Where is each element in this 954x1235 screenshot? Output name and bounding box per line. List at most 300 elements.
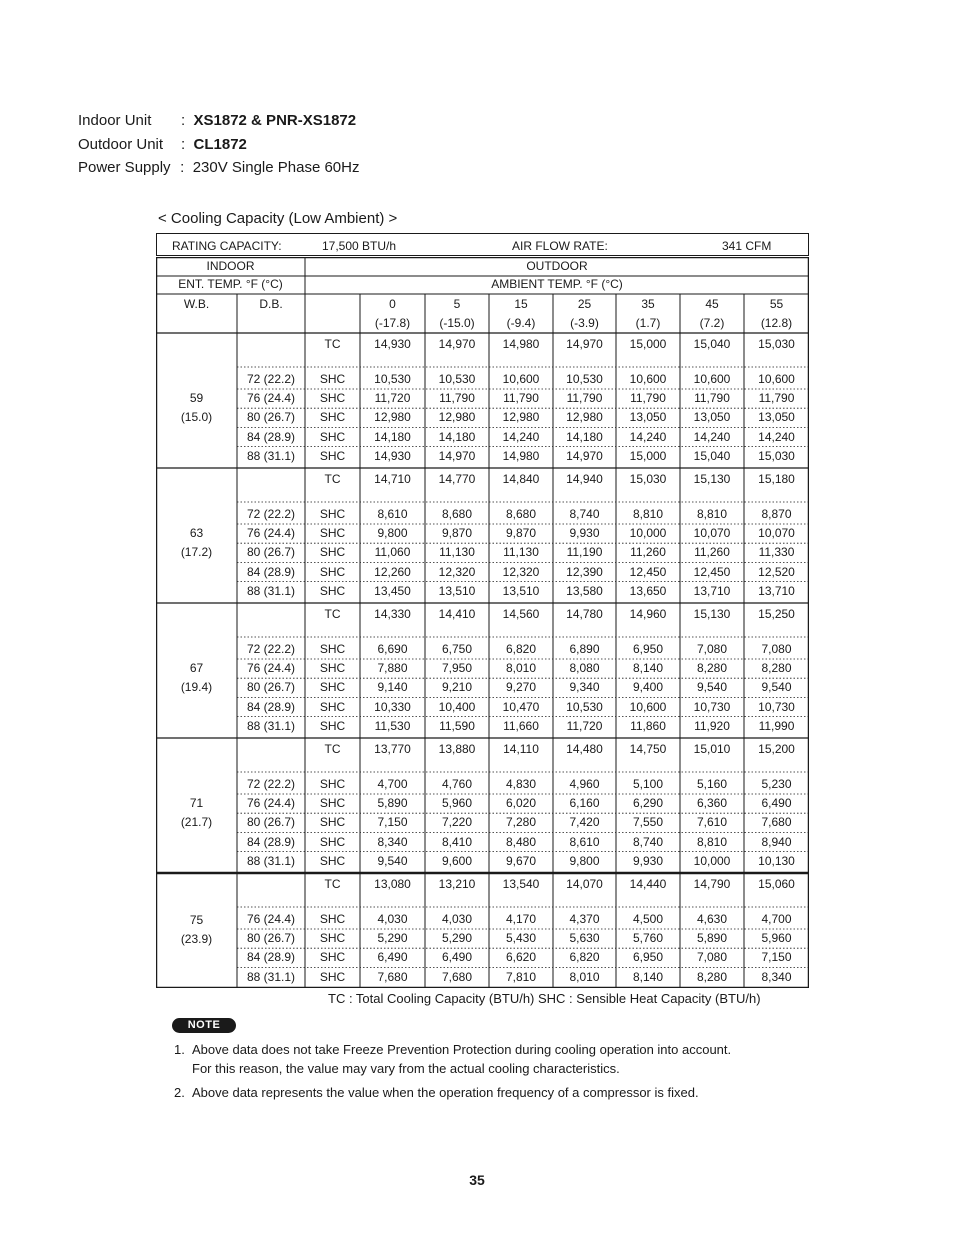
tc-value: 14,930 — [374, 337, 411, 351]
shc-value: 13,510 — [438, 583, 476, 598]
db-temp: 80 (26.7) — [246, 410, 296, 425]
shc-value: 6,020 — [505, 796, 537, 811]
tc-value: 14,330 — [374, 607, 411, 621]
shc-value: 4,700 — [761, 912, 792, 926]
db-temp: 76 (24.4) — [246, 526, 296, 541]
tc-value: 13,210 — [438, 877, 476, 891]
shc-value: 8,940 — [761, 834, 792, 849]
db-temp: 84 (28.9) — [246, 834, 296, 849]
shc-value: 10,530 — [566, 372, 603, 386]
shc-value: 10,470 — [502, 699, 540, 714]
shc-value: 5,230 — [761, 777, 792, 791]
shc-value: 10,400 — [438, 699, 476, 714]
wb-temp-c: (23.9) — [180, 932, 213, 946]
shc-value: 8,280 — [696, 661, 728, 676]
indoor-unit-label: Indoor Unit — [78, 112, 152, 129]
shc-value: 10,000 — [629, 526, 667, 541]
wb-temp-f: 75 — [189, 913, 204, 927]
tc-value: 14,750 — [629, 742, 667, 756]
ambient-temp-c: (-9.4) — [506, 316, 536, 330]
shc-label: SHC — [319, 661, 346, 676]
shc-value: 5,160 — [696, 777, 728, 791]
shc-value: 8,480 — [505, 834, 537, 849]
shc-value: 9,930 — [632, 853, 664, 868]
shc-value: 7,080 — [696, 950, 728, 965]
shc-value: 7,280 — [505, 815, 537, 830]
tc-value: 15,010 — [693, 742, 731, 756]
db-temp: 72 (22.2) — [246, 777, 296, 791]
shc-value: 12,520 — [758, 564, 795, 579]
shc-value: 8,870 — [761, 507, 792, 521]
wb-temp-f: 63 — [189, 526, 204, 540]
shc-value: 8,680 — [505, 507, 537, 521]
db-temp: 76 (24.4) — [246, 391, 296, 406]
shc-value: 10,600 — [502, 372, 540, 386]
shc-label: SHC — [319, 410, 346, 425]
shc-label: SHC — [319, 777, 346, 791]
shc-value: 8,010 — [569, 969, 600, 984]
note-1-number: 1. — [174, 1042, 185, 1057]
wb-temp-c: (19.4) — [180, 680, 213, 694]
tc-value: 15,250 — [758, 607, 795, 621]
airflow-label: AIR FLOW RATE: — [512, 239, 608, 253]
ambient-temp-c: (-17.8) — [374, 316, 411, 330]
shc-value: 6,690 — [377, 642, 408, 656]
shc-value: 10,600 — [629, 372, 667, 386]
shc-value: 8,410 — [441, 834, 473, 849]
rating-label: RATING CAPACITY: — [172, 239, 282, 253]
shc-value: 11,790 — [758, 391, 795, 406]
shc-value: 13,450 — [374, 583, 411, 598]
shc-value: 6,620 — [505, 950, 537, 965]
tc-value: 14,070 — [566, 877, 603, 891]
shc-value: 10,070 — [693, 526, 731, 541]
tc-value: 15,040 — [693, 337, 731, 351]
shc-value: 9,340 — [569, 680, 600, 695]
ambient-temp-c: (-15.0) — [439, 316, 475, 330]
shc-value: 11,790 — [630, 391, 666, 406]
shc-value: 4,760 — [441, 777, 473, 791]
tc-value: 15,060 — [758, 877, 795, 891]
shc-value: 14,930 — [374, 448, 411, 463]
section-title: < Cooling Capacity (Low Ambient) > — [158, 210, 398, 227]
ambient-temp-c: (-3.9) — [570, 316, 599, 330]
shc-value: 12,260 — [374, 564, 411, 579]
shc-value: 11,130 — [503, 545, 539, 560]
shc-value: 9,670 — [505, 853, 537, 868]
shc-value: 14,240 — [758, 429, 795, 444]
shc-value: 11,790 — [503, 391, 539, 406]
shc-value: 7,080 — [696, 642, 728, 656]
shc-value: 10,730 — [758, 699, 795, 714]
db-temp: 88 (31.1) — [246, 448, 296, 463]
ambient-temp-f: 0 — [389, 297, 396, 311]
tc-value: 15,000 — [629, 337, 667, 351]
shc-value: 7,420 — [569, 815, 600, 830]
shc-value: 9,540 — [377, 853, 408, 868]
shc-value: 5,290 — [377, 931, 408, 946]
shc-value: 5,890 — [696, 931, 728, 946]
shc-value: 12,320 — [438, 564, 476, 579]
tc-value: 14,560 — [502, 607, 540, 621]
shc-value: 4,030 — [377, 912, 408, 926]
tc-value: 13,770 — [374, 742, 411, 756]
shc-label: SHC — [319, 931, 346, 946]
shc-value: 8,340 — [761, 969, 792, 984]
wb-temp-c: (17.2) — [180, 545, 213, 559]
db-temp: 84 (28.9) — [246, 950, 296, 965]
shc-value: 13,510 — [502, 583, 540, 598]
shc-value: 6,820 — [569, 950, 600, 965]
shc-value: 7,150 — [377, 815, 408, 830]
db-temp: 88 (31.1) — [246, 969, 296, 984]
shc-value: 4,030 — [441, 912, 473, 926]
tc-value: 15,130 — [693, 607, 731, 621]
shc-value: 9,540 — [696, 680, 728, 695]
shc-label: SHC — [319, 699, 346, 714]
ambient-temp-c: (7.2) — [699, 316, 725, 330]
shc-value: 11,720 — [566, 718, 603, 733]
shc-value: 5,430 — [505, 931, 537, 946]
tc-value: 14,110 — [503, 742, 539, 756]
tc-label: TC — [324, 877, 341, 891]
tc-value: 14,480 — [566, 742, 603, 756]
ent-temp-header: ENT. TEMP. °F (°C) — [178, 277, 283, 291]
shc-value: 14,980 — [502, 448, 540, 463]
shc-value: 13,050 — [758, 410, 795, 425]
shc-value: 10,070 — [758, 526, 795, 541]
tc-value: 14,440 — [629, 877, 667, 891]
shc-value: 9,930 — [569, 526, 600, 541]
shc-value: 11,130 — [439, 545, 475, 560]
shc-value: 8,740 — [632, 834, 664, 849]
note-badge: NOTE — [172, 1018, 236, 1033]
shc-value: 9,270 — [505, 680, 537, 695]
db-temp: 72 (22.2) — [246, 507, 296, 521]
separator: : — [181, 112, 186, 129]
shc-value: 4,960 — [569, 777, 600, 791]
shc-value: 12,390 — [566, 564, 603, 579]
shc-value: 7,550 — [632, 815, 664, 830]
tc-value: 14,710 — [374, 472, 411, 486]
shc-value: 8,080 — [569, 661, 600, 676]
shc-value: 8,740 — [569, 507, 600, 521]
shc-label: SHC — [319, 507, 346, 521]
ambient-temp-c: (12.8) — [760, 316, 793, 330]
shc-value: 14,970 — [438, 448, 476, 463]
shc-label: SHC — [319, 391, 346, 406]
shc-label: SHC — [319, 969, 346, 984]
shc-label: SHC — [319, 429, 346, 444]
tc-value: 15,030 — [758, 337, 795, 351]
capacity-table — [156, 257, 809, 988]
wb-temp-f: 67 — [189, 661, 204, 675]
shc-value: 9,800 — [377, 526, 408, 541]
shc-value: 14,240 — [693, 429, 731, 444]
shc-value: 13,050 — [693, 410, 731, 425]
note-2 — [174, 1083, 699, 1102]
db-temp: 76 (24.4) — [246, 661, 296, 676]
shc-value: 9,210 — [441, 680, 473, 695]
shc-value: 4,370 — [569, 912, 600, 926]
tc-label: TC — [324, 607, 341, 621]
db-header: D.B. — [259, 297, 283, 311]
shc-value: 8,280 — [761, 661, 792, 676]
shc-value: 6,360 — [696, 796, 728, 811]
shc-value: 8,680 — [441, 507, 473, 521]
shc-label: SHC — [319, 718, 346, 733]
db-temp: 80 (26.7) — [246, 680, 296, 695]
shc-value: 10,730 — [693, 699, 731, 714]
shc-value: 7,680 — [377, 969, 408, 984]
shc-value: 11,590 — [439, 718, 475, 733]
shc-value: 11,920 — [694, 718, 730, 733]
shc-value: 6,160 — [569, 796, 600, 811]
shc-value: 8,340 — [377, 834, 408, 849]
shc-value: 9,870 — [505, 526, 537, 541]
shc-value: 10,530 — [374, 372, 411, 386]
shc-value: 5,760 — [632, 931, 664, 946]
tc-value: 13,880 — [438, 742, 476, 756]
shc-value: 6,490 — [441, 950, 473, 965]
shc-value: 9,400 — [632, 680, 664, 695]
shc-value: 11,990 — [758, 718, 795, 733]
separator: : — [180, 159, 185, 176]
shc-value: 12,980 — [502, 410, 540, 425]
db-temp: 76 (24.4) — [246, 796, 296, 811]
shc-value: 9,870 — [441, 526, 473, 541]
shc-value: 7,220 — [441, 815, 473, 830]
shc-value: 8,280 — [696, 969, 728, 984]
tc-value: 15,030 — [629, 472, 667, 486]
shc-value: 6,890 — [569, 642, 600, 656]
shc-value: 10,130 — [758, 853, 795, 868]
tc-value: 13,540 — [502, 877, 540, 891]
shc-label: SHC — [319, 950, 346, 965]
shc-value: 9,600 — [441, 853, 473, 868]
shc-value: 4,500 — [632, 912, 664, 926]
tc-value: 14,970 — [566, 337, 603, 351]
shc-value: 5,100 — [632, 777, 664, 791]
shc-value: 10,530 — [438, 372, 476, 386]
shc-value: 15,030 — [758, 448, 795, 463]
shc-value: 13,710 — [758, 583, 795, 598]
db-temp: 84 (28.9) — [246, 699, 296, 714]
rating-box — [156, 233, 809, 256]
tc-value: 14,410 — [438, 607, 476, 621]
ambient-temp-f: 15 — [514, 297, 528, 311]
tc-value: 14,940 — [566, 472, 603, 486]
outdoor-unit-label: Outdoor Unit — [78, 136, 164, 153]
shc-label: SHC — [319, 372, 346, 386]
shc-value: 13,050 — [629, 410, 667, 425]
shc-value: 11,660 — [503, 718, 539, 733]
shc-value: 7,610 — [696, 815, 728, 830]
db-temp: 80 (26.7) — [246, 545, 296, 560]
shc-value: 4,630 — [696, 912, 728, 926]
shc-label: SHC — [319, 545, 346, 560]
shc-value: 5,290 — [441, 931, 473, 946]
shc-value: 11,060 — [374, 545, 411, 560]
shc-value: 13,710 — [693, 583, 731, 598]
shc-value: 15,000 — [629, 448, 667, 463]
shc-value: 7,680 — [441, 969, 473, 984]
power-supply-line — [78, 159, 359, 177]
shc-value: 9,800 — [569, 853, 600, 868]
shc-value: 10,600 — [693, 372, 731, 386]
tc-label: TC — [324, 742, 341, 756]
shc-value: 9,140 — [377, 680, 408, 695]
tc-value: 14,960 — [629, 607, 667, 621]
shc-label: SHC — [319, 583, 346, 598]
shc-value: 11,790 — [694, 391, 730, 406]
note-1-line1: Above data does not take Freeze Prevention Protection during cooling operation into account. — [192, 1042, 732, 1057]
shc-label: SHC — [319, 815, 346, 830]
shc-value: 12,450 — [629, 564, 667, 579]
shc-value: 12,980 — [374, 410, 411, 425]
db-temp: 84 (28.9) — [246, 429, 296, 444]
ambient-temp-f: 55 — [769, 297, 784, 311]
note-2-line1: Above data represents the value when the operation frequency of a compressor is fixed. — [192, 1085, 699, 1100]
wb-temp-c: (21.7) — [180, 815, 213, 829]
shc-label: SHC — [319, 912, 346, 926]
shc-value: 14,240 — [502, 429, 540, 444]
shc-value: 6,950 — [632, 950, 664, 965]
shc-value: 14,180 — [566, 429, 603, 444]
shc-value: 11,330 — [758, 545, 795, 560]
shc-value: 4,830 — [505, 777, 537, 791]
shc-label: SHC — [319, 796, 346, 811]
shc-value: 12,320 — [502, 564, 540, 579]
wb-header: W.B. — [183, 297, 210, 311]
ambient-temp-f: 35 — [641, 297, 655, 311]
shc-value: 5,630 — [569, 931, 600, 946]
shc-value: 12,980 — [566, 410, 603, 425]
shc-value: 14,180 — [374, 429, 411, 444]
db-temp: 80 (26.7) — [246, 931, 296, 946]
shc-value: 7,680 — [761, 815, 792, 830]
ambient-temp-f: 45 — [705, 297, 719, 311]
shc-value: 8,810 — [696, 507, 728, 521]
outdoor-unit-line — [78, 136, 247, 154]
shc-value: 11,720 — [374, 391, 411, 406]
shc-value: 7,150 — [761, 950, 792, 965]
shc-value: 11,260 — [694, 545, 730, 560]
shc-value: 6,820 — [505, 642, 537, 656]
shc-value: 11,790 — [439, 391, 475, 406]
shc-value: 10,000 — [693, 853, 731, 868]
shc-value: 8,610 — [377, 507, 408, 521]
shc-value: 5,960 — [761, 931, 792, 946]
shc-value: 6,490 — [377, 950, 408, 965]
db-temp: 88 (31.1) — [246, 853, 296, 868]
shc-value: 14,180 — [438, 429, 476, 444]
shc-value: 9,540 — [761, 680, 792, 695]
shc-value: 11,260 — [630, 545, 666, 560]
rating-value: 17,500 BTU/h — [322, 239, 397, 253]
shc-value: 10,330 — [374, 699, 411, 714]
shc-value: 8,610 — [569, 834, 600, 849]
shc-value: 5,960 — [441, 796, 473, 811]
shc-value: 4,700 — [377, 777, 408, 791]
shc-label: SHC — [319, 680, 346, 695]
shc-value: 14,970 — [566, 448, 603, 463]
tc-value: 14,970 — [438, 337, 476, 351]
shc-value: 14,240 — [629, 429, 667, 444]
shc-value: 12,450 — [693, 564, 731, 579]
tc-value: 14,770 — [438, 472, 476, 486]
shc-value: 8,010 — [505, 661, 537, 676]
tc-value: 15,180 — [758, 472, 795, 486]
tc-label: TC — [324, 472, 341, 486]
shc-label: SHC — [319, 448, 346, 463]
airflow-value: 341 CFM — [722, 239, 772, 253]
shc-value: 15,040 — [693, 448, 731, 463]
outdoor-header: OUTDOOR — [526, 259, 588, 273]
tc-value: 15,130 — [693, 472, 731, 486]
shc-value: 13,650 — [629, 583, 667, 598]
legend: TC : Total Cooling Capacity (BTU/h) SHC : Sensible Heat Capacity (BTU/h) — [328, 991, 761, 1006]
shc-value: 8,140 — [632, 661, 664, 676]
indoor-unit-value: XS1872 & PNR-XS1872 — [193, 112, 357, 129]
separator: : — [181, 136, 186, 153]
shc-value: 7,810 — [505, 969, 537, 984]
indoor-unit-line — [78, 112, 356, 130]
db-temp: 76 (24.4) — [246, 912, 296, 926]
shc-value: 10,600 — [629, 699, 667, 714]
shc-label: SHC — [319, 642, 346, 656]
shc-value: 11,860 — [630, 718, 666, 733]
db-temp: 72 (22.2) — [246, 642, 296, 656]
page-number: 35 — [469, 1172, 485, 1188]
shc-label: SHC — [319, 853, 346, 868]
shc-value: 7,880 — [377, 661, 408, 676]
shc-value: 6,290 — [632, 796, 664, 811]
note-2-number: 2. — [174, 1085, 185, 1100]
shc-value: 11,530 — [374, 718, 411, 733]
shc-label: SHC — [319, 834, 346, 849]
shc-value: 12,980 — [438, 410, 476, 425]
indoor-header: INDOOR — [206, 259, 255, 273]
shc-value: 6,490 — [761, 796, 792, 811]
shc-value: 11,190 — [566, 545, 603, 560]
ambient-temp-header: AMBIENT TEMP. °F (°C) — [491, 277, 623, 291]
wb-temp-f: 59 — [189, 391, 204, 405]
tc-value: 15,200 — [758, 742, 795, 756]
shc-value: 8,810 — [632, 507, 664, 521]
shc-value: 8,810 — [696, 834, 728, 849]
db-temp: 84 (28.9) — [246, 564, 296, 579]
shc-value: 10,530 — [566, 699, 603, 714]
shc-value: 13,580 — [566, 583, 603, 598]
shc-value: 4,170 — [505, 912, 537, 926]
tc-value: 13,080 — [374, 877, 411, 891]
shc-value: 11,790 — [566, 391, 603, 406]
wb-temp-c: (15.0) — [180, 410, 213, 424]
shc-value: 5,890 — [377, 796, 408, 811]
outdoor-unit-value: CL1872 — [193, 136, 247, 153]
shc-value: 7,950 — [441, 661, 473, 676]
shc-value: 6,750 — [441, 642, 473, 656]
shc-label: SHC — [319, 564, 346, 579]
db-temp: 88 (31.1) — [246, 583, 296, 598]
shc-value: 6,950 — [632, 642, 664, 656]
note-1-line2: For this reason, the value may vary from the actual cooling characteristics. — [192, 1061, 620, 1076]
tc-value: 14,780 — [566, 607, 603, 621]
tc-label: TC — [324, 337, 341, 351]
ambient-temp-f: 5 — [453, 297, 461, 311]
tc-value: 14,840 — [502, 472, 540, 486]
